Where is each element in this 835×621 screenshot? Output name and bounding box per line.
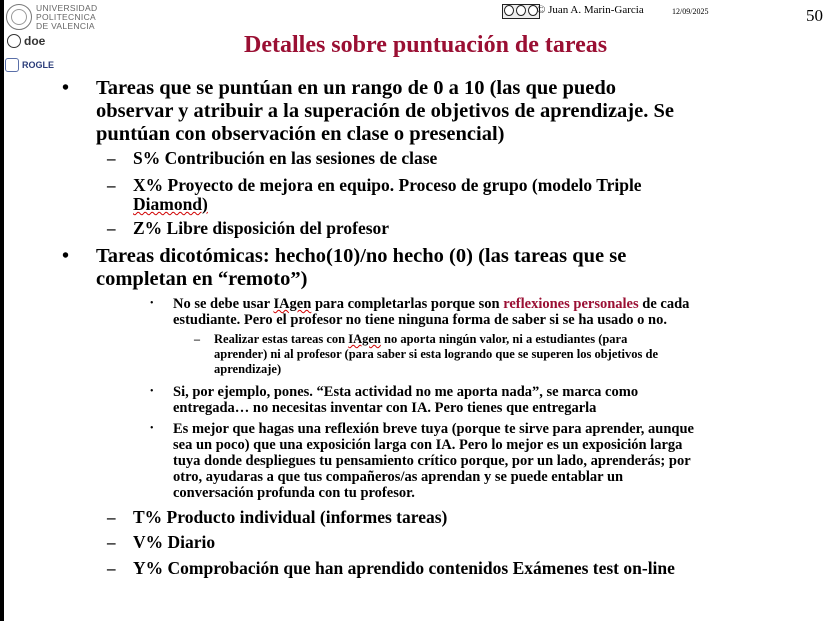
page-number: 50	[806, 6, 823, 25]
sub-dash: –	[107, 559, 116, 578]
sub-point-line-1: Realizar estas tareas con IAgen no aporta ningún valor, ni a estudiantes (para	[214, 332, 628, 346]
doe-logo: doe	[7, 34, 78, 48]
bullet-2-line-2: completan en “remoto”)	[96, 268, 308, 290]
point-2-line-2: entregada… no necesitas inventar con IA. Pero tienes que entregarla	[173, 400, 597, 416]
point-1-line-2: estudiante. Pero el profesor no tiene ninguna forma de saber si se ha usado o no.	[173, 312, 667, 328]
upv-logo	[6, 2, 97, 32]
point-3-line-5: conversación profunda con tu profesor.	[173, 485, 415, 501]
point-3-line-1: Es mejor que hagas una reflexión breve tuya (porque te sirve para aprender, aunque	[173, 421, 694, 437]
sub-dash: –	[107, 219, 116, 238]
point-3-line-4: otro, ayudaras a que tus compañeros/as aprendan y se puede entablar un	[173, 469, 624, 485]
point-1-line-1: No se debe usar IAgen para completarlas porque son reflexiones personales de cada	[173, 296, 690, 312]
point-marker: •	[150, 298, 154, 309]
rogle-logo: ROGLE	[5, 58, 54, 72]
doe-mark-icon	[7, 34, 21, 48]
bullet-2-line-1: Tareas dicotómicas: hecho(10)/no hecho (0) (las tareas que se	[96, 245, 627, 267]
point-2-line-1: Si, por ejemplo, pones. “Esta actividad no me aporta nada”, se marca como	[173, 384, 639, 400]
bullet-2-marker: •	[62, 245, 70, 267]
bullet-1-line-1: Tareas que se puntúan en un rango de 0 a 10 (las que puedo	[96, 77, 617, 99]
rogle-mark-icon	[5, 58, 19, 72]
slide-date: 12/09/2025	[672, 7, 709, 16]
upv-wordmark: UNIVERSIDAD POLITECNICA DE VALENCIA	[36, 2, 98, 31]
sub-item-x-line-1: X% Proyecto de mejora en equipo. Proceso de grupo (modelo Triple	[133, 175, 642, 195]
author-credit: © Juan A. Marin-Garcia	[537, 4, 644, 16]
sub-dash: –	[107, 533, 116, 552]
sub-point-dash: –	[194, 332, 200, 346]
point-marker: •	[150, 386, 154, 397]
sub-dash: –	[107, 176, 116, 195]
point-3-line-3: tuya donde despliegues tu pensamiento crítico porque, por un lado, aprenderás; por	[173, 453, 691, 469]
creative-commons-badge-icon	[502, 4, 540, 19]
sub-point-line-2: aprender) ni al profesor (para saber si esta logrando que se superen los objetivos de	[214, 347, 658, 361]
left-edge-bar	[0, 0, 4, 621]
sub-item-v: V% Diario	[133, 532, 216, 552]
sub-item-y: Y% Comprobación que han aprendido contenidos Exámenes test on-line	[133, 558, 675, 578]
bullet-1-line-3: puntúan con observación en clase o presencial)	[96, 123, 505, 145]
point-marker: •	[150, 423, 154, 434]
sub-item-t: T% Producto individual (informes tareas)	[133, 507, 448, 527]
upv-seal-icon	[6, 4, 32, 30]
point-3-line-2: sea un poco) que una exposición larga con IA. Pero lo mejor es un exposición larga	[173, 437, 683, 453]
bullet-1-line-2: observar y atribuir a la superación de objetivos de aprendizaje. Se	[96, 100, 674, 122]
sub-point-line-3: aprendizaje)	[214, 362, 282, 376]
sub-item-x-line-2: Diamond)	[133, 194, 208, 214]
slide-title: Detalles sobre puntuación de tareas	[244, 32, 608, 58]
sub-dash: –	[107, 508, 116, 527]
sub-dash: –	[107, 149, 116, 168]
sub-item-s: S% Contribución en las sesiones de clase	[133, 148, 438, 168]
bullet-1-marker: •	[62, 77, 70, 99]
sub-item-z: Z% Libre disposición del profesor	[133, 218, 390, 238]
